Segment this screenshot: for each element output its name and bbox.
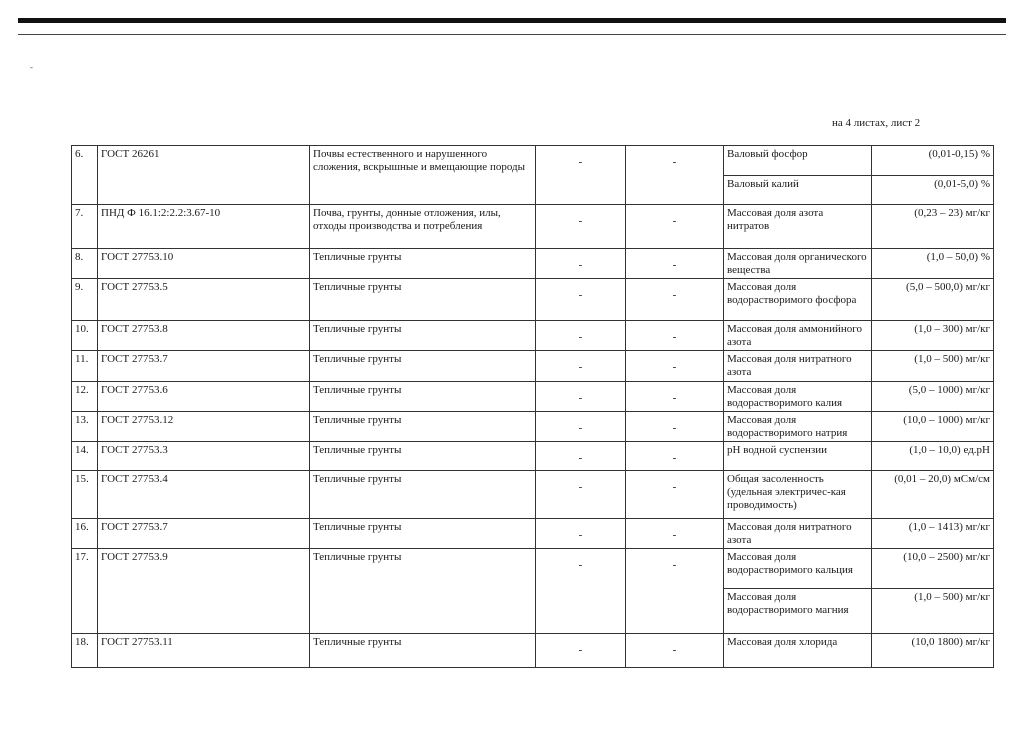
test-object-text: Тепличные грунты (313, 353, 402, 365)
method-document-text: ГОСТ 27753.12 (101, 414, 174, 426)
column-4-cell-text: - (578, 259, 583, 271)
column-4-cell (536, 249, 626, 279)
test-object-text: Тепличные грунты (313, 323, 402, 335)
method-document (98, 146, 310, 205)
row-number (72, 249, 98, 279)
column-4-cell-text: - (578, 392, 583, 404)
top-thin-rule (18, 34, 1006, 35)
method-document (98, 321, 310, 351)
column-5-cell (626, 549, 724, 634)
column-4-cell (536, 442, 626, 471)
column-4-cell-text: - (578, 215, 583, 227)
table-row (72, 382, 994, 412)
indicator-name: Общая засоленность (удельная электричес-кая проводимость) (724, 471, 872, 519)
indicator-name: Массовая доля органического вещества (724, 249, 872, 279)
column-5-cell-text: - (672, 215, 677, 227)
test-object (310, 279, 536, 321)
row-number (72, 146, 98, 205)
column-5-cell (626, 634, 724, 668)
table-row (72, 205, 994, 249)
accreditation-table (71, 145, 994, 668)
column-5-cell (626, 412, 724, 442)
measurement-range: (1,0 – 50,0) % (872, 249, 994, 279)
row-number (72, 382, 98, 412)
test-object (310, 146, 536, 205)
method-document (98, 471, 310, 519)
indicator-name: Массовая доля аммонийного азота (724, 321, 872, 351)
test-object (310, 382, 536, 412)
method-document (98, 249, 310, 279)
row-number (72, 519, 98, 549)
measurement-range: (10,0 – 2500) мг/кг (872, 549, 994, 589)
indicator-name: Массовая доля водорастворимого натрия (724, 412, 872, 442)
test-object-text: Тепличные грунты (313, 521, 402, 533)
table-row (72, 549, 994, 589)
indicator-name: Массовая доля водорастворимого магния (724, 589, 872, 634)
column-5-cell (626, 471, 724, 519)
measurement-range: (1,0 – 500) мг/кг (872, 351, 994, 382)
column-5-cell-text: - (672, 361, 677, 373)
column-4-cell (536, 412, 626, 442)
method-document-text: ГОСТ 27753.4 (101, 473, 168, 485)
column-5-cell (626, 382, 724, 412)
column-5-cell (626, 519, 724, 549)
column-5-cell (626, 249, 724, 279)
indicator-name: Массовая доля водорастворимого калия (724, 382, 872, 412)
test-object-text: Тепличные грунты (313, 251, 402, 263)
column-4-cell-text: - (578, 422, 583, 434)
row-number (72, 351, 98, 382)
test-object-text: Почвы естественного и нарушенного сложения, вскрышные и вмещающие породы (313, 148, 525, 173)
scan-speck: - (30, 62, 33, 72)
column-5-cell-text: - (672, 422, 677, 434)
method-document-text: ГОСТ 27753.7 (101, 521, 168, 533)
measurement-range: (1,0 – 300) мг/кг (872, 321, 994, 351)
column-4-cell-text: - (578, 559, 583, 571)
table-row (72, 519, 994, 549)
column-5-cell (626, 351, 724, 382)
column-4-cell (536, 279, 626, 321)
row-number-text: 7. (75, 207, 84, 219)
column-4-cell (536, 519, 626, 549)
column-5-cell-text: - (672, 392, 677, 404)
method-document (98, 279, 310, 321)
indicator-name: Массовая доля азота нитратов (724, 205, 872, 249)
test-object (310, 519, 536, 549)
row-number-text: 16. (75, 521, 89, 533)
indicator-name: Массовая доля водорастворимого кальция (724, 549, 872, 589)
test-object-text: Тепличные грунты (313, 414, 402, 426)
row-number (72, 549, 98, 634)
test-object-text: Тепличные грунты (313, 636, 402, 648)
row-number (72, 205, 98, 249)
row-number-text: 12. (75, 384, 89, 396)
measurement-range: (5,0 – 500,0) мг/кг (872, 279, 994, 321)
column-5-cell (626, 442, 724, 471)
row-number (72, 442, 98, 471)
column-4-cell-text: - (578, 289, 583, 301)
method-document-text: ГОСТ 27753.7 (101, 353, 168, 365)
indicator-name: Массовая доля водорастворимого фосфора (724, 279, 872, 321)
table-row (72, 146, 994, 176)
row-number (72, 634, 98, 668)
measurement-range: (1,0 – 10,0) ед.рН (872, 442, 994, 471)
column-5-cell-text: - (672, 452, 677, 464)
method-document (98, 412, 310, 442)
column-5-cell-text: - (672, 331, 677, 343)
column-4-cell (536, 205, 626, 249)
measurement-range: (1,0 – 500) мг/кг (872, 589, 994, 634)
column-5-cell (626, 205, 724, 249)
measurement-range: (1,0 – 1413) мг/кг (872, 519, 994, 549)
column-5-cell-text: - (672, 481, 677, 493)
method-document-text: ГОСТ 27753.8 (101, 323, 168, 335)
row-number-text: 9. (75, 281, 84, 293)
row-number-text: 10. (75, 323, 89, 335)
measurement-range: (10,0 – 1000) мг/кг (872, 412, 994, 442)
method-document (98, 519, 310, 549)
top-rule (18, 18, 1006, 23)
row-number (72, 279, 98, 321)
column-5-cell-text: - (672, 644, 677, 656)
column-4-cell (536, 634, 626, 668)
column-4-cell (536, 549, 626, 634)
column-4-cell (536, 146, 626, 205)
indicator-name: Валовый калий (724, 176, 872, 205)
method-document (98, 634, 310, 668)
column-4-cell-text: - (578, 529, 583, 541)
row-number-text: 13. (75, 414, 89, 426)
measurement-range: (0,01-5,0) % (872, 176, 994, 205)
column-4-cell (536, 321, 626, 351)
table-row (72, 351, 994, 382)
table-row (72, 279, 994, 321)
test-object (310, 351, 536, 382)
test-object (310, 634, 536, 668)
method-document (98, 382, 310, 412)
test-object-text: Тепличные грунты (313, 473, 402, 485)
indicator-name: рН водной суспензии (724, 442, 872, 471)
table-row (72, 471, 994, 519)
table-row (72, 442, 994, 471)
column-4-cell (536, 351, 626, 382)
measurement-range: (10,0 1800) мг/кг (872, 634, 994, 668)
method-document (98, 442, 310, 471)
method-document (98, 351, 310, 382)
column-5-cell-text: - (672, 529, 677, 541)
row-number (72, 471, 98, 519)
test-object (310, 205, 536, 249)
test-object-text: Тепличные грунты (313, 551, 402, 563)
test-object (310, 442, 536, 471)
method-document-text: ГОСТ 27753.5 (101, 281, 168, 293)
test-object (310, 549, 536, 634)
test-object-text: Тепличные грунты (313, 281, 402, 293)
test-object (310, 321, 536, 351)
method-document-text: ГОСТ 27753.3 (101, 444, 168, 456)
method-document (98, 549, 310, 634)
measurement-range: (0,23 – 23) мг/кг (872, 205, 994, 249)
indicator-name: Массовая доля нитратного азота (724, 519, 872, 549)
test-object (310, 249, 536, 279)
row-number-text: 8. (75, 251, 84, 263)
column-5-cell-text: - (672, 559, 677, 571)
row-number-text: 15. (75, 473, 89, 485)
method-document-text: ПНД Ф 16.1:2:2.2:3.67-10 (101, 207, 221, 219)
column-5-cell-text: - (672, 156, 677, 168)
row-number-text: 6. (75, 148, 84, 160)
column-4-cell (536, 471, 626, 519)
row-number-text: 11. (75, 353, 89, 365)
test-object-text: Тепличные грунты (313, 444, 402, 456)
table-row (72, 634, 994, 668)
row-number-text: 14. (75, 444, 89, 456)
method-document-text: ГОСТ 27753.10 (101, 251, 174, 263)
test-object-text: Почва, грунты, донные отложения, илы, отходы производства и потребления (313, 207, 501, 232)
test-object-text: Тепличные грунты (313, 384, 402, 396)
measurement-range: (5,0 – 1000) мг/кг (872, 382, 994, 412)
table-body (72, 146, 994, 668)
method-document-text: ГОСТ 26261 (101, 148, 160, 160)
sheet-note: на 4 листах, лист 2 (832, 117, 921, 129)
column-4-cell-text: - (578, 481, 583, 493)
table-row (72, 249, 994, 279)
column-4-cell-text: - (578, 644, 583, 656)
column-5-cell (626, 321, 724, 351)
row-number (72, 321, 98, 351)
column-4-cell-text: - (578, 156, 583, 168)
column-4-cell (536, 382, 626, 412)
row-number (72, 412, 98, 442)
column-5-cell-text: - (672, 289, 677, 301)
test-object (310, 412, 536, 442)
column-4-cell-text: - (578, 361, 583, 373)
measurement-range: (0,01-0,15) % (872, 146, 994, 176)
column-5-cell (626, 146, 724, 205)
method-document-text: ГОСТ 27753.6 (101, 384, 168, 396)
indicator-name: Валовый фосфор (724, 146, 872, 176)
indicator-name: Массовая доля хлорида (724, 634, 872, 668)
table-row (72, 321, 994, 351)
table-row (72, 412, 994, 442)
test-object (310, 471, 536, 519)
column-5-cell-text: - (672, 259, 677, 271)
column-4-cell-text: - (578, 452, 583, 464)
method-document (98, 205, 310, 249)
column-4-cell-text: - (578, 331, 583, 343)
indicator-name: Массовая доля нитратного азота (724, 351, 872, 382)
measurement-range: (0,01 – 20,0) мСм/см (872, 471, 994, 519)
column-5-cell (626, 279, 724, 321)
method-document-text: ГОСТ 27753.9 (101, 551, 168, 563)
method-document-text: ГОСТ 27753.11 (101, 636, 173, 648)
row-number-text: 18. (75, 636, 89, 648)
row-number-text: 17. (75, 551, 89, 563)
